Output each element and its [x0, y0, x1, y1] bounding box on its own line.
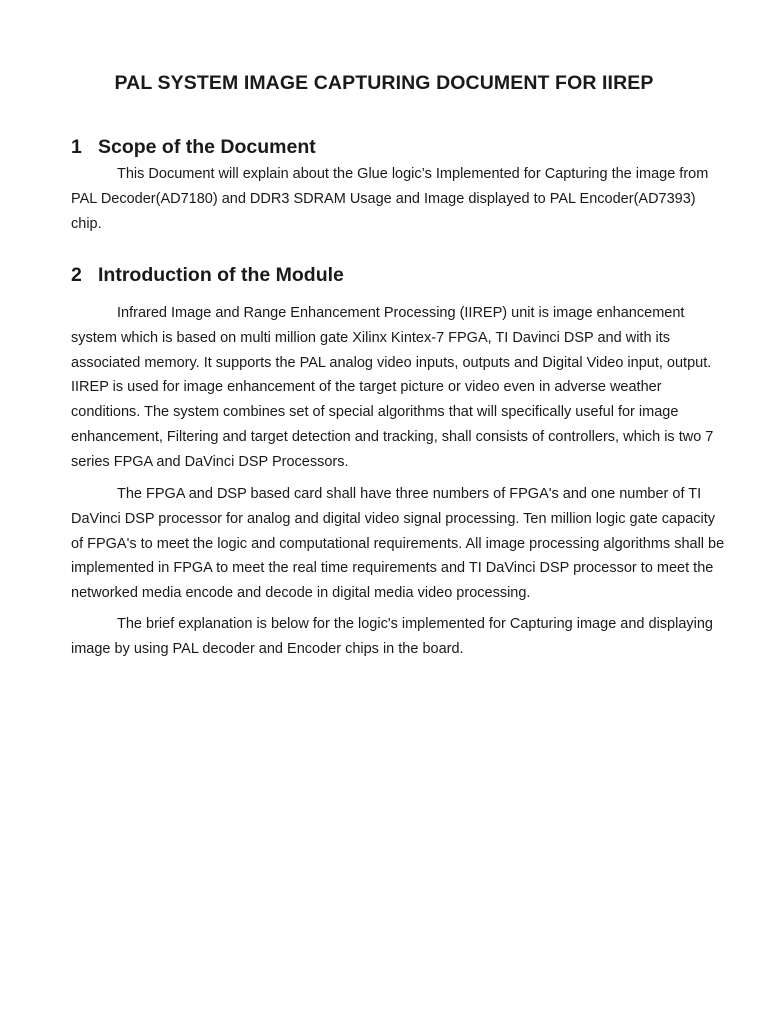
paragraph-line: series FPGA and DaVinci DSP Processors. [71, 453, 349, 470]
paragraph-line: system which is based on multi million gate Xilinx Kintex-7 FPGA, TI Davinci DSP and with its [71, 329, 671, 346]
paragraph-line: The FPGA and DSP based card shall have three numbers of FPGA's and one number of TI [117, 486, 702, 502]
paragraph-brief-explanation [71, 612, 713, 662]
paragraph-line: image by using PAL decoder and Encoder chips in the board. [71, 640, 464, 657]
paragraph-scope [71, 162, 709, 236]
paragraph-line: DaVinci DSP processor for analog and digital video signal processing. Ten million logic gate capacity [71, 510, 716, 527]
paragraph-line: Infrared Image and Range Enhancement Processing (IIREP) unit is image enhancement [117, 305, 685, 321]
paragraph-line: PAL Decoder(AD7180) and DDR3 SDRAM Usage and Image displayed to PAL Encoder(AD7393) [71, 190, 696, 207]
paragraph-line: associated memory. It supports the PAL analog video inputs, outputs and Digital Video input, output. [71, 354, 712, 371]
paragraph-line: enhancement, Filtering and target detection and tracking, shall consists of controllers, which is two 7 [71, 428, 714, 445]
paragraph-line: of FPGA's to meet the logic and computational requirements. All image processing algorithms shall be [71, 535, 725, 552]
paragraph-iirep-overview [71, 301, 714, 475]
paragraph-line: IIREP is used for image enhancement of the target picture or video even in adverse weather [71, 379, 662, 396]
paragraph-line: The brief explanation is below for the logic's implemented for Capturing image and displaying [117, 616, 713, 632]
section-number: 1 [71, 136, 82, 158]
paragraph-line: chip. [71, 215, 102, 232]
document-title: PAL SYSTEM IMAGE CAPTURING DOCUMENT FOR IIREP [114, 72, 654, 94]
section-heading-scope [71, 136, 316, 159]
section-title: Scope of the Document [98, 136, 316, 158]
paragraph-line: networked media encode and decode in digital media video processing. [71, 585, 531, 602]
paragraph-fpga-dsp-card [71, 482, 725, 606]
paragraph-line: conditions. The system combines set of special algorithms that will specifically useful for image [71, 404, 679, 421]
paragraph-line: This Document will explain about the Glue logic’s Implemented for Capturing the image from [117, 166, 709, 182]
section-heading-introduction [71, 264, 344, 287]
section-title: Introduction of the Module [98, 264, 344, 286]
section-number: 2 [71, 264, 82, 286]
paragraph-line: implemented in FPGA to meet the real time requirements and TI DaVinci DSP processor to meet the [71, 560, 714, 577]
